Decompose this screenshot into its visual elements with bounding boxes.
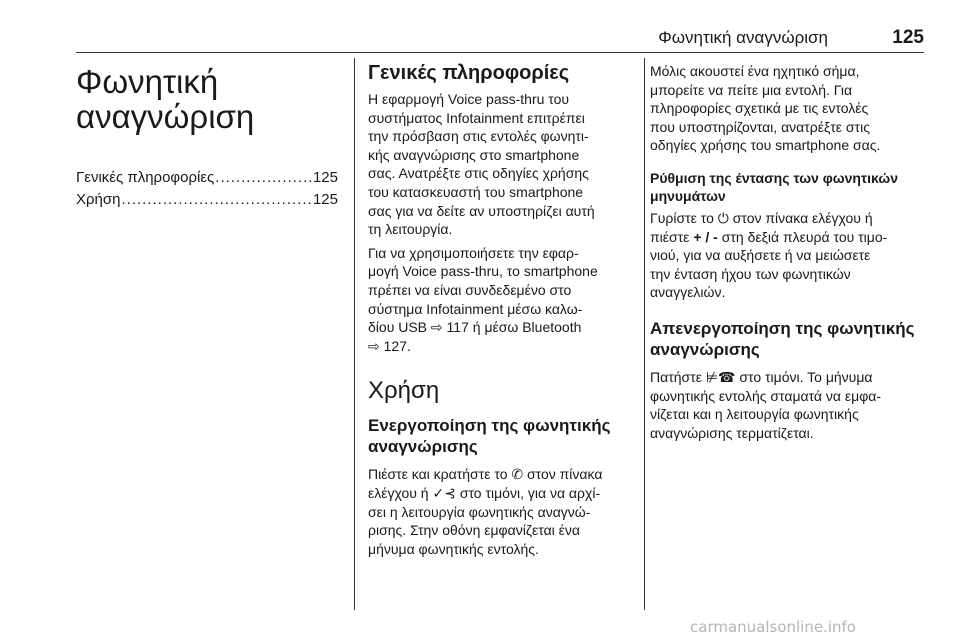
text-line: φωνητικής εντολής σταματά να εμφα- bbox=[650, 387, 882, 404]
text-line: που υποστηρίζονται, ανατρέξτε στις bbox=[650, 118, 870, 135]
chapter-title bbox=[76, 64, 338, 134]
page-reference-usb[interactable]: 117 bbox=[446, 319, 469, 336]
phone-icon: ✆ bbox=[511, 466, 524, 483]
text-line: νίζεται και η λειτουργία φωνητικής bbox=[650, 406, 859, 423]
text-line: την ένταση ήχου των φωνητικών bbox=[650, 265, 851, 282]
text-line: την πρόσβαση στις εντολές φωνητι- bbox=[368, 128, 589, 145]
toc-page: 125 bbox=[312, 191, 338, 208]
heading-general-info: Γενικές πληροφορίες bbox=[368, 62, 570, 84]
text-line: σας. Ανατρέξτε στις οδηγίες χρήσης bbox=[368, 165, 589, 182]
text-line: αναγνώρισης τερματίζεται. bbox=[650, 424, 814, 441]
text-line: δίου USB bbox=[368, 319, 428, 336]
text-line: πιέστε bbox=[650, 228, 690, 245]
text-line: ή μέσω Bluetooth bbox=[472, 319, 582, 336]
running-title: Φωνητική αναγνώριση bbox=[658, 28, 828, 47]
volume-buttons-symbol: + / - bbox=[693, 228, 718, 245]
column-toc bbox=[76, 62, 338, 211]
power-knob-icon: ⏻ bbox=[717, 209, 729, 226]
text-line: μογή Voice pass-thru, το smartphone bbox=[368, 263, 598, 280]
column-middle bbox=[368, 62, 634, 563]
text-line: ρισης. Στην οθόνη εμφανίζεται ένα bbox=[368, 522, 581, 539]
toc-leader bbox=[121, 189, 311, 211]
paragraph-activate bbox=[368, 465, 634, 558]
text-line: στον πίνακα ελέγχου ή bbox=[732, 209, 873, 226]
page-reference-bluetooth[interactable]: 127. bbox=[383, 337, 411, 354]
text-line: Γυρίστε το bbox=[650, 209, 714, 226]
table-of-contents bbox=[76, 167, 338, 211]
column-divider-1 bbox=[354, 58, 355, 610]
column-right bbox=[650, 62, 926, 447]
text-line: πρέπει να είναι συνδεδεμένο στο bbox=[368, 281, 572, 298]
header-rule bbox=[76, 52, 924, 53]
text-line: συστήματος Infotainment επιτρέπει bbox=[368, 109, 585, 126]
toc-entry-general[interactable] bbox=[76, 167, 338, 189]
toc-page: 125 bbox=[312, 169, 338, 186]
text-line: στο τιμόνι. Το μήνυμα bbox=[739, 368, 873, 385]
heading-volume bbox=[650, 169, 926, 205]
heading-line: Απενεργοποίηση της φωνητικής bbox=[650, 318, 915, 338]
text-line: στον πίνακα bbox=[527, 466, 603, 483]
heading-line: αναγνώρισης bbox=[650, 339, 760, 359]
heading-deactivate bbox=[650, 318, 926, 360]
toc-label: Χρήση bbox=[76, 191, 121, 208]
text-line: Για να χρησιμοποιήσετε την εφαρ- bbox=[368, 244, 579, 261]
watermark: carmanualsonline.info bbox=[690, 618, 856, 636]
paragraph-volume bbox=[650, 209, 926, 302]
text-line: Πατήστε bbox=[650, 368, 702, 385]
page-reference-arrow-icon: ⇨ bbox=[368, 337, 380, 354]
heading-line: μηνυμάτων bbox=[650, 187, 726, 204]
text-line: μπορείτε να πείτε μια εντολή. Για bbox=[650, 81, 853, 98]
heading-line: Ρύθμιση της έντασης των φωνητικών bbox=[650, 169, 898, 186]
toc-leader bbox=[215, 167, 312, 189]
text-line: στο τιμόνι, για να αρχί- bbox=[459, 484, 601, 501]
heading-line: αναγνώρισης bbox=[368, 437, 478, 457]
text-line: σας για να δείτε αν υποστηρίζει αυτή bbox=[368, 202, 595, 219]
text-line: Μόλις ακουστεί ένα ηχητικό σήμα, bbox=[650, 63, 860, 79]
paragraph-general-1 bbox=[368, 90, 634, 239]
page-reference-arrow-icon: ⇨ bbox=[430, 319, 443, 336]
heading-use: Χρήση bbox=[368, 377, 440, 405]
text-line: στη δεξιά πλευρά του τιμο- bbox=[721, 228, 888, 245]
hangup-icon: ⊭☎ bbox=[705, 368, 736, 385]
toc-entry-use[interactable] bbox=[76, 189, 338, 211]
text-line: σύστημα Infotainment μέσω καλω- bbox=[368, 300, 583, 317]
text-line: νιού, για να αυξήσετε ή να μειώσετε bbox=[650, 247, 871, 264]
text-line: ελέγχου ή bbox=[368, 484, 429, 501]
text-line: αναγγελιών. bbox=[650, 284, 726, 301]
paragraph-deactivate bbox=[650, 368, 926, 442]
toc-label: Γενικές πληροφορίες bbox=[76, 169, 215, 186]
paragraph-general-2 bbox=[368, 244, 634, 356]
steering-voice-icon: ✓⊰ bbox=[432, 484, 456, 501]
chapter-title-line-1: Φωνητική bbox=[76, 63, 219, 100]
text-line: μήνυμα φωνητικής εντολής. bbox=[368, 540, 539, 557]
text-line: του κατασκευαστή του smartphone bbox=[368, 183, 584, 200]
text-line: Η εφαρμογή Voice pass-thru του bbox=[368, 91, 570, 107]
chapter-title-line-2: αναγνώριση bbox=[76, 98, 255, 135]
heading-line: Ενεργοποίηση της φωνητικής bbox=[368, 416, 611, 436]
text-line: πληροφορίες σχετικά με τις εντολές bbox=[650, 100, 869, 117]
heading-activate bbox=[368, 415, 634, 457]
page-header bbox=[76, 28, 924, 50]
text-line: σει η λειτουργία φωνητικής αναγνώ- bbox=[368, 503, 591, 520]
column-divider-2 bbox=[644, 58, 645, 610]
paragraph-after-beep bbox=[650, 62, 926, 155]
text-line: κής αναγνώρισης στο smartphone bbox=[368, 146, 580, 163]
text-line: τη λειτουργία. bbox=[368, 221, 453, 238]
page-number: 125 bbox=[892, 27, 924, 48]
text-line: Πιέστε και κρατήστε το bbox=[368, 466, 508, 483]
text-line: οδηγίες χρήσης του smartphone σας. bbox=[650, 137, 881, 154]
